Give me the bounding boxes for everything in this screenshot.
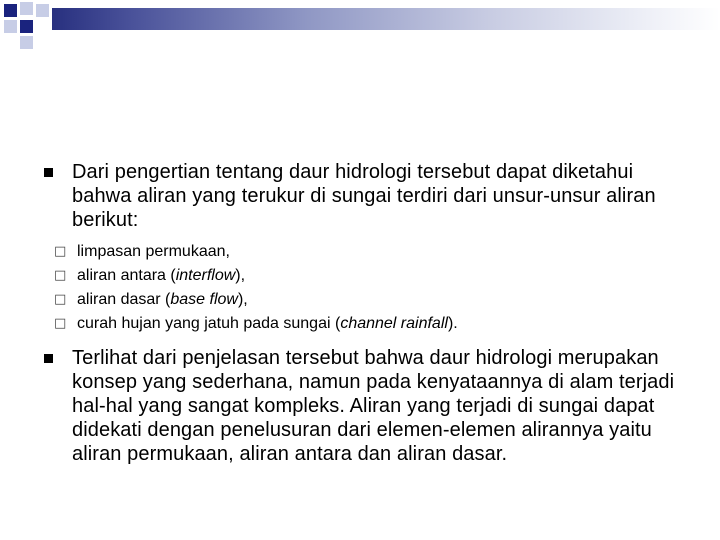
bullet-item (44, 160, 684, 232)
hollow-square-bullet-icon: □ (54, 316, 67, 331)
sub-bullet-item (44, 264, 684, 288)
bullet-text: Terlihat dari penjelasan tersebut bahwa daur hidrologi merupakan konsep yang sederhana, namun pada kenyataannya di alam terjadi hal-hal yang sangat kompleks. Aliran yang terjadi di sungai dapat didekati dengan penelusuran dari elemen-elemen alirannya yaitu aliran permukaan, aliran antara dan aliran dasar. (72, 347, 675, 465)
bullet-text: Dari pengertian tentang daur hidrologi tersebut dapat diketahui bahwa aliran yang terukur di sungai terdiri dari unsur-unsur aliran berikut: (72, 161, 656, 231)
sub-bullet-text: curah hujan yang jatuh pada sungai ( (77, 315, 341, 332)
sub-bullet-item (44, 312, 684, 336)
sub-bullet-text-after: ), (237, 291, 248, 308)
square-bullet-icon (44, 168, 53, 177)
corner-square-navy (20, 20, 33, 33)
corner-square-light (20, 36, 33, 49)
square-bullet-icon (44, 354, 53, 363)
sub-bullet-italic-term: channel rainfall (340, 315, 448, 332)
bullet-item (44, 346, 684, 466)
hollow-square-bullet-icon: □ (54, 292, 67, 307)
sub-bullet-italic-term: interflow (175, 267, 236, 284)
sub-bullet-list (44, 240, 684, 336)
corner-square-light (36, 4, 49, 17)
sub-bullet-item (44, 240, 684, 264)
hollow-square-bullet-icon: □ (54, 244, 67, 259)
header-gradient-bar (52, 8, 720, 30)
sub-bullet-text-after: ). (447, 315, 458, 332)
sub-bullet-text: aliran antara ( (77, 267, 176, 284)
sub-bullet-text: aliran dasar ( (77, 291, 171, 308)
corner-square-light (20, 2, 33, 15)
corner-square-navy (4, 4, 17, 17)
slide-content (44, 160, 684, 466)
sub-bullet-italic-term: base flow (170, 291, 238, 308)
corner-squares-decoration (0, 0, 60, 60)
sub-bullet-text: limpasan permukaan, (77, 243, 230, 260)
sub-bullet-item (44, 288, 684, 312)
sub-bullet-text-after: ), (235, 267, 246, 284)
hollow-square-bullet-icon: □ (54, 268, 67, 283)
corner-square-light (4, 20, 17, 33)
